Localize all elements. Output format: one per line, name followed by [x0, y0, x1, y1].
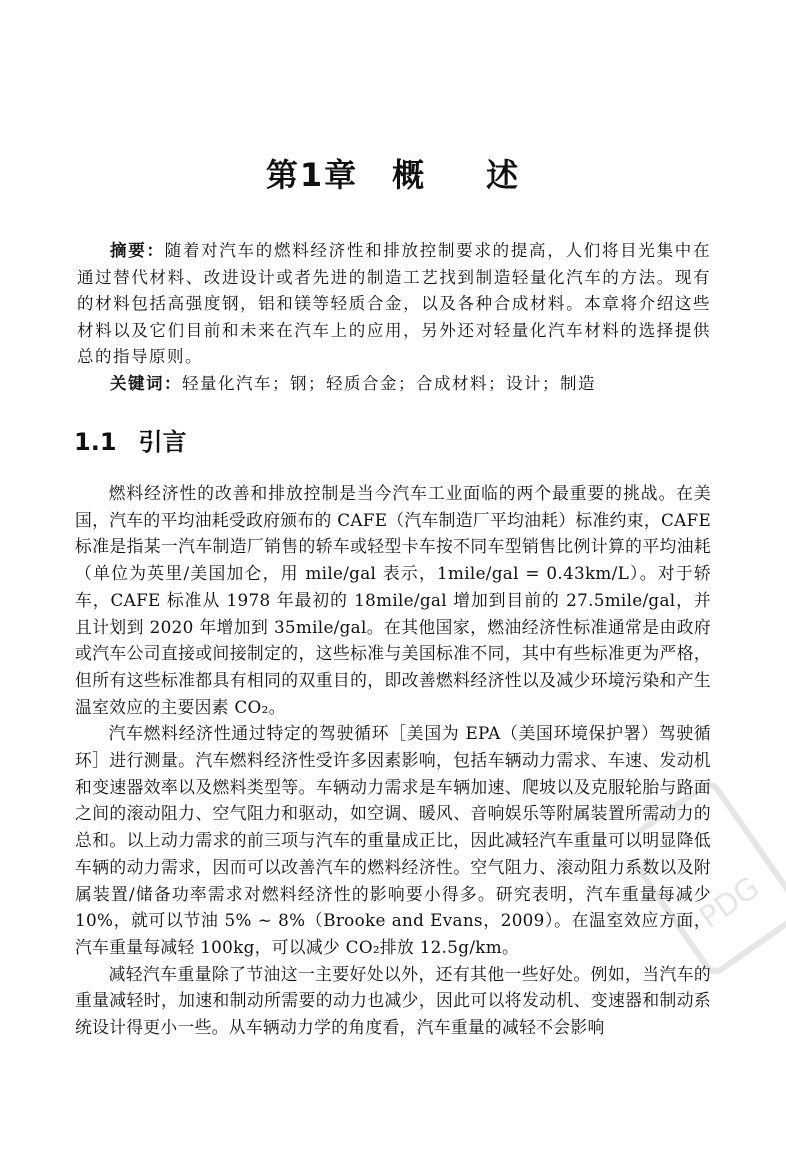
abstract-paragraph — [77, 238, 711, 371]
section-heading — [74, 422, 187, 457]
watermark-text: PDG — [693, 870, 767, 936]
abstract-block — [77, 238, 711, 397]
keywords-text: 轻量化汽车；钢；轻质合金；合成材料；设计；制造 — [182, 373, 596, 393]
keywords-label: 关键词： — [110, 373, 182, 393]
chapter-title-left: 第1章 概 — [265, 156, 427, 194]
abstract-text: 随着对汽车的燃料经济性和排放控制要求的提高，人们将目光集中在通过替代材料、改进设计或者先进的制造工艺找到制造轻量化汽车的方法。现有的材料包括高强度钢，铝和镁等轻质合金，以及各种合成材料。本章将介绍这些材料以及它们目前和未来在汽车上的应用，另外还对轻量化汽车材料的选择提供总的指导原则。 — [77, 241, 711, 366]
section-title: 引言 — [138, 428, 187, 456]
watermark — [636, 770, 786, 1000]
body-paragraph: 汽车燃料经济性通过特定的驾驶循环［美国为 EPA（美国环境保护署）驾驶循环］进行测量。汽车燃料经济性受许多因素影响，包括车辆动力需求、车速、发动机和变速器效率以及燃料类型等。车辆动力需求是车辆加速、爬坡以及克服轮胎与路面之间的滚动阻力、空气阻力和驱动，如空调、暖风、音响娱乐等附属装置所需动力的总和。以上动力需求的前三项与汽车的重量成正比，因此减轻汽车重量可以明显降低车辆的动力需求，因而可以改善汽车的燃料经济性。空气阻力、滚动阻力系数以及附属装置/储备功率需求对燃料经济性的影响要小得多。研究表明，汽车重量每减少 10%，就可以节油 5% ~ 8%（Brooke and Evans，2009）。在温室效应方面，汽车重量每减轻 100kg，可以减少 CO₂排放 12.5g/km。 — [75, 723, 711, 957]
body-paragraph: 燃料经济性的改善和排放控制是当今汽车工业面临的两个最重要的挑战。在美国，汽车的平均油耗受政府颁布的 CAFE（汽车制造厂平均油耗）标准约束，CAFE 标准是指某一汽车制造厂销售的轿车或轻型卡车按不同车型销售比例计算的平均油耗（单位为英里/美国加仑，用 mile/gal 表示，1mile/gal = 0.43km/L）。对于轿车，CAFE 标准从 1978 年最初的 18mile/gal 增加到目前的 27.5mile/gal，并且计划到 2020 年增加到 35mile/gal。在其他国家，燃油经济性标准通常是由政府或汽车公司直接或间接制定的，这些标准与美国标准不同，其中有些标准更为严格，但所有这些标准都具有相同的双重目的，即改善燃料经济性以及减少环境污染和产生温室效应的主要因素 CO₂。 — [75, 483, 711, 717]
chapter-title-right: 述 — [486, 156, 521, 194]
chapter-title — [0, 150, 786, 196]
body-paragraph: 减轻汽车重量除了节油这一主要好处以外，还有其他一些好处。例如，当汽车的重量减轻时，加速和制动所需要的动力也减少，因此可以将发动机、变速器和制动系统设计得更小一些。从车辆动力学的角度看，汽车重量的减轻不会影响 — [75, 963, 711, 1038]
keywords-paragraph — [77, 371, 711, 398]
body-text — [75, 480, 711, 1041]
abstract-label: 摘要： — [110, 241, 165, 260]
section-number: 1.1 — [74, 428, 117, 456]
